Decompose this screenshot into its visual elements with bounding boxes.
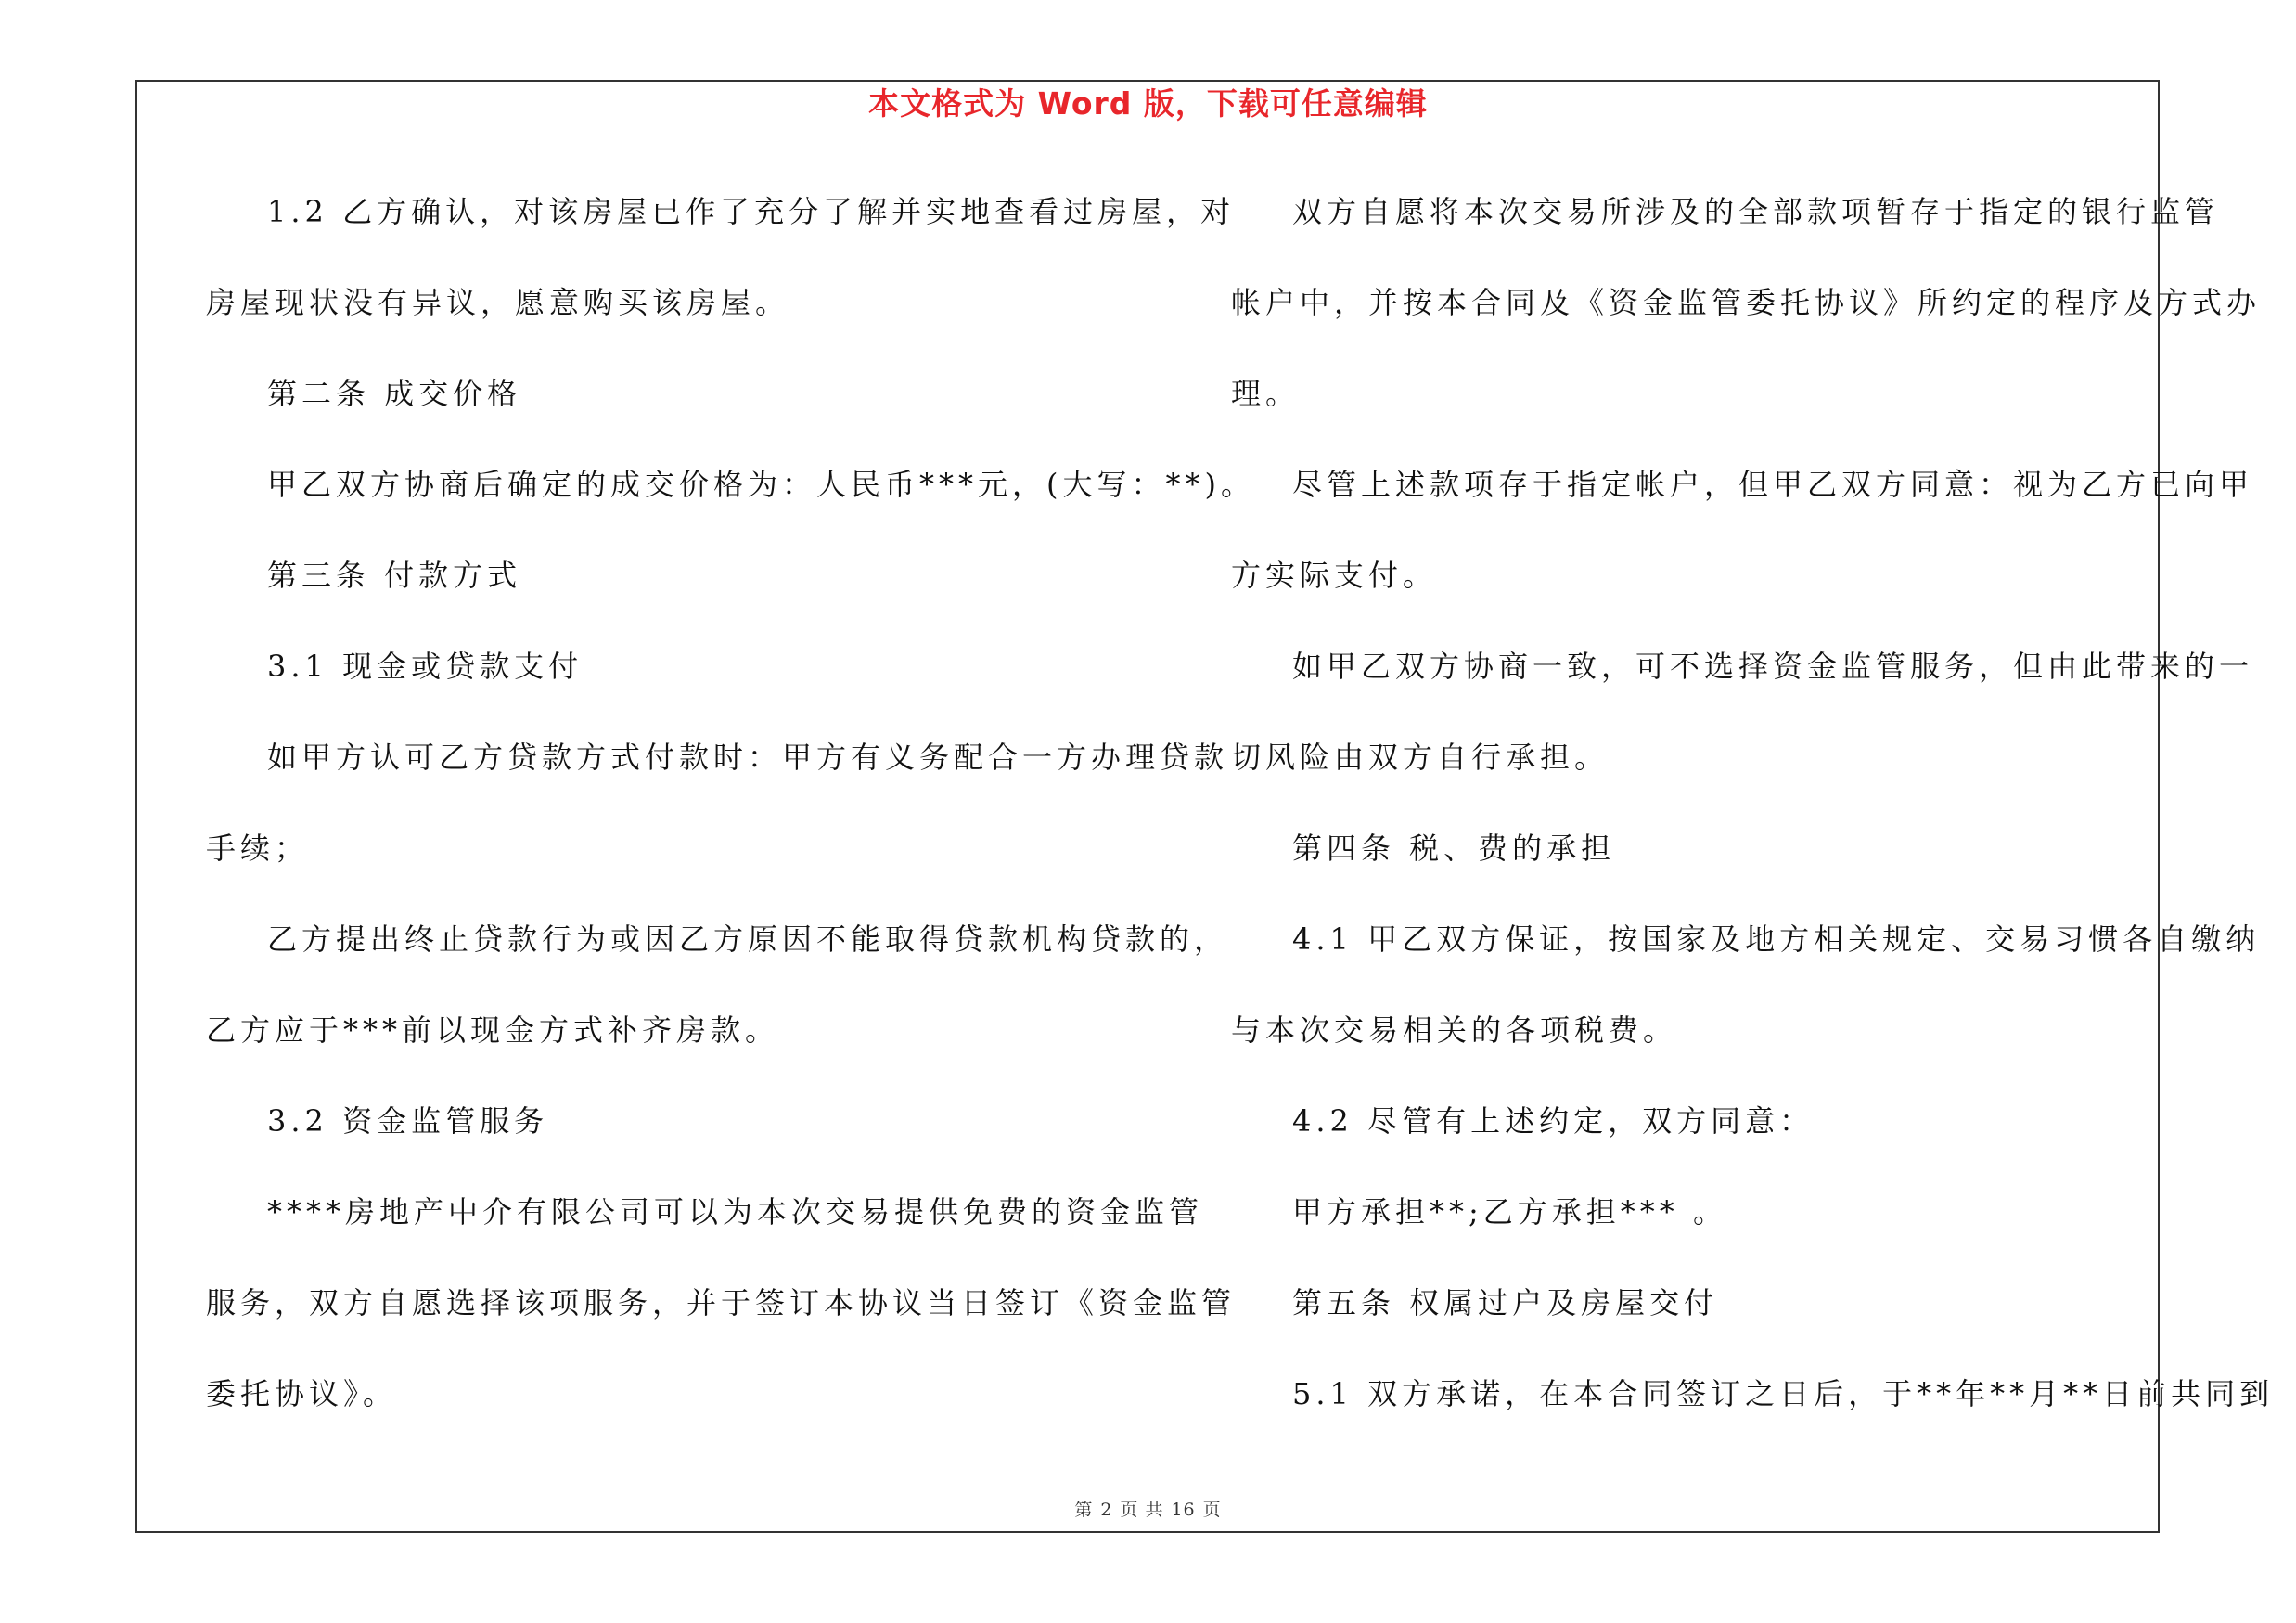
text-line: 理。: [1231, 376, 1301, 411]
text-line: 乙方应于***前以现金方式补齐房款。: [206, 1012, 780, 1048]
footer-total-pages: 16: [1171, 1500, 1196, 1520]
footer-current-page: 2: [1100, 1500, 1113, 1520]
text-line: 乙方提出终止贷款行为或因乙方原因不能取得贷款机构贷款的，: [267, 921, 1229, 957]
page-footer: [0, 1496, 2296, 1521]
text-line: 手续；: [206, 831, 310, 866]
text-line: 如甲乙双方协商一致，可不选择资金监管服务，但由此带来的一: [1292, 649, 2254, 684]
text-line: 3.1 现金或贷款支付: [267, 649, 584, 684]
text-line: 第二条 成交价格: [267, 376, 522, 411]
text-line: 4.1 甲乙双方保证，按国家及地方相关规定、交易习惯各自缴纳: [1292, 921, 2261, 957]
text-line: 如甲方认可乙方贷款方式付款时：甲方有义务配合一方办理贷款: [267, 740, 1229, 775]
left-column: [206, 184, 1255, 1457]
text-line: 切风险由双方自行承担。: [1231, 740, 1610, 775]
text-line: 第三条 付款方式: [267, 558, 522, 593]
text-line: 尽管上述款项存于指定帐户，但甲乙双方同意：视为乙方已向甲: [1292, 467, 2254, 502]
text-line: 3.2 资金监管服务: [267, 1103, 549, 1139]
footer-prefix: 第: [1074, 1500, 1094, 1520]
text-line: 第五条 权属过户及房屋交付: [1292, 1285, 1719, 1320]
text-line: 方实际支付。: [1231, 558, 1438, 593]
footer-middle: 页 共: [1120, 1500, 1164, 1520]
text-line: 5.1 双方承诺，在本合同签订之日后，于**年**月**日前共同到: [1292, 1376, 2275, 1411]
text-line: 房屋现状没有异议，愿意购买该房屋。: [206, 285, 790, 320]
footer-suffix: 页: [1202, 1500, 1222, 1520]
text-line: 委托协议》。: [206, 1376, 398, 1411]
text-line: 双方自愿将本次交易所涉及的全部款项暂存于指定的银行监管: [1292, 194, 2220, 229]
document-banner: 本文格式为 Word 版，下载可任意编辑: [868, 85, 1428, 122]
text-line: 第四条 税、费的承担: [1292, 831, 1616, 866]
text-line: 服务，双方自愿选择该项服务，并于签订本协议当日签订《资金监管: [206, 1285, 1237, 1320]
text-line: ****房地产中介有限公司可以为本次交易提供免费的资金监管: [267, 1194, 1204, 1230]
text-line: 甲乙双方协商后确定的成交价格为：人民币***元，(大写：**)。: [267, 467, 1255, 502]
text-line: 与本次交易相关的各项税费。: [1231, 1012, 1678, 1048]
right-column: [1231, 184, 2275, 1457]
text-line: 甲方承担**;乙方承担*** 。: [1292, 1194, 1727, 1230]
text-line: 帐户中，并按本合同及《资金监管委托协议》所约定的程序及方式办: [1231, 285, 2262, 320]
text-line: 1.2 乙方确认，对该房屋已作了充分了解并实地查看过房屋，对: [267, 194, 1236, 229]
text-line: 4.2 尽管有上述约定，双方同意：: [1292, 1103, 1815, 1139]
